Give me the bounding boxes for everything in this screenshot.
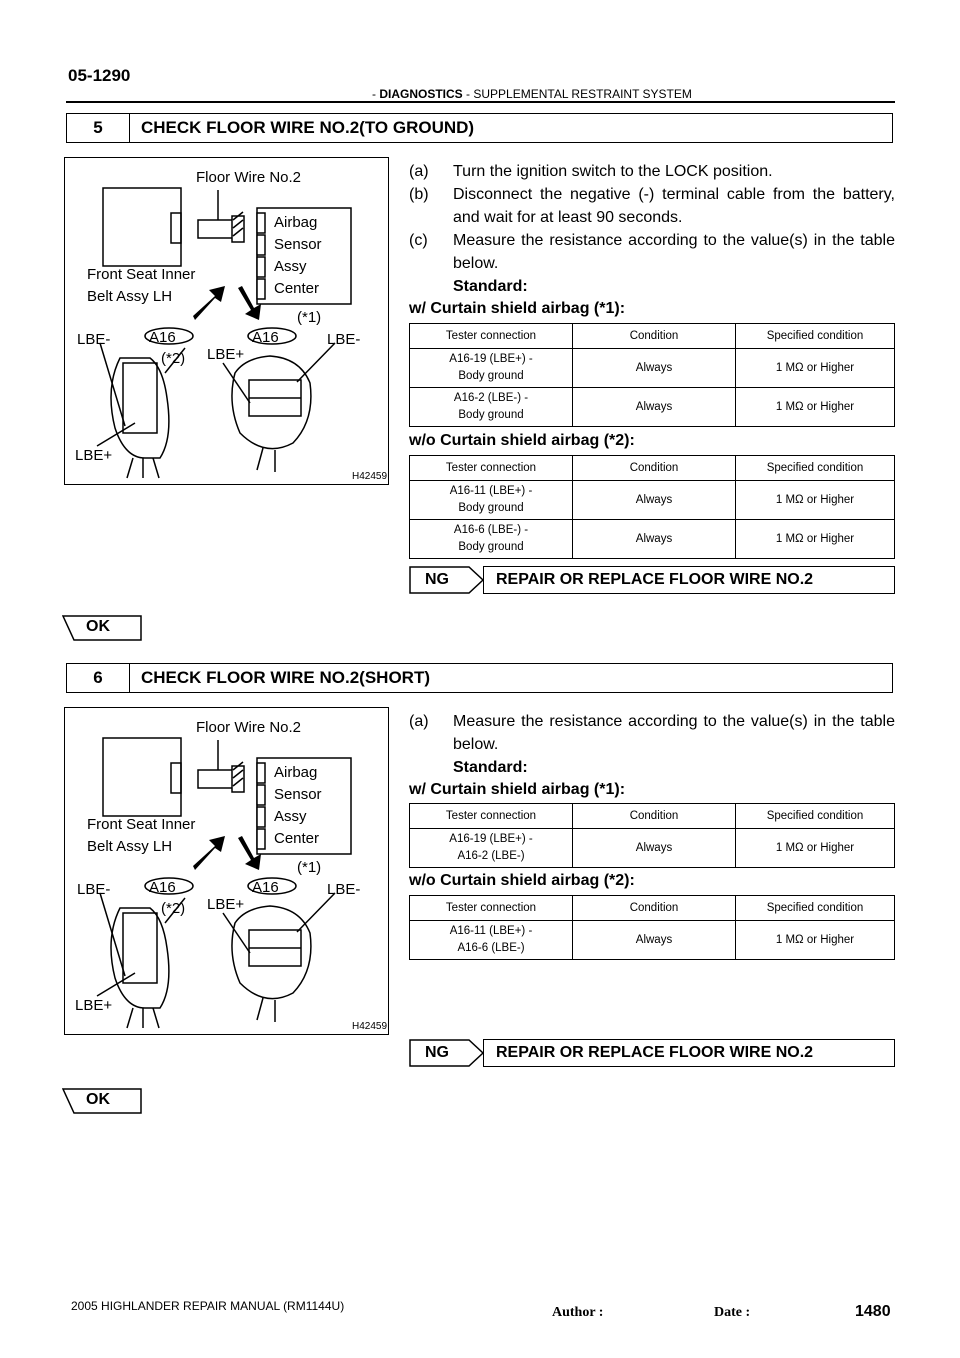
label-floor-wire: Floor Wire No.2	[196, 719, 302, 736]
figure-code: H42459	[352, 471, 387, 482]
table-header-row: Tester connection Condition Specified condition	[410, 896, 895, 921]
label-lbe-minus-left: LBE-	[77, 331, 111, 348]
label-lbe-plus-right: LBE+	[207, 346, 245, 363]
label-lbe-plus-left: LBE+	[75, 997, 113, 1014]
ng-result-5	[409, 566, 895, 594]
label-center: Center	[274, 830, 320, 847]
table-title-with-curtain: w/ Curtain shield airbag (*1):	[409, 781, 626, 798]
label-assy: Assy	[274, 808, 307, 825]
ok-label: OK	[86, 1091, 110, 1108]
label-a16-left: A16	[149, 329, 176, 346]
label-sensor: Sensor	[274, 786, 322, 803]
label-note-1: (*1)	[297, 309, 322, 326]
table-header-row: Tester connection Condition Specified condition	[410, 456, 895, 481]
footer-date: Date :	[714, 1305, 751, 1320]
figure-code: H42459	[352, 1021, 387, 1032]
step-6-header	[66, 663, 893, 693]
spec-table-6-with-curtain	[409, 803, 895, 868]
label-seat-2: Belt Assy LH	[87, 838, 173, 855]
table-header-row: Tester connection Condition Specified condition	[410, 804, 895, 829]
table-row: A16-19 (LBE+) - A16-2 (LBE-) Always 1 MΩ or Higher	[410, 829, 895, 868]
label-lbe-minus-left: LBE-	[77, 881, 111, 898]
table-row: A16-11 (LBE+) - Body ground Always 1 MΩ or Higher	[410, 481, 895, 520]
table-row: A16-2 (LBE-) - Body ground Always 1 MΩ or Higher	[410, 388, 895, 427]
label-lbe-minus-right: LBE-	[327, 881, 361, 898]
standard-label: Standard:	[453, 278, 528, 295]
header-separator: -	[372, 87, 376, 101]
standard-label: Standard:	[453, 759, 528, 776]
step-title: CHECK FLOOR WIRE NO.2(TO GROUND)	[141, 118, 475, 137]
ng-result-6	[409, 1039, 895, 1067]
ok-result-6	[62, 1088, 142, 1114]
label-seat-2: Belt Assy LH	[87, 288, 173, 305]
label-airbag: Airbag	[274, 764, 318, 781]
instruction-a: (a) Turn the ignition switch to the LOCK position.	[409, 163, 773, 180]
table-title-without-curtain: w/o Curtain shield airbag (*2):	[409, 872, 635, 889]
label-center: Center	[274, 280, 320, 297]
footer-manual: 2005 HIGHLANDER REPAIR MANUAL (RM1144U)	[71, 1299, 345, 1313]
header-section-title: SUPPLEMENTAL RESTRAINT SYSTEM	[473, 87, 692, 101]
label-assy: Assy	[274, 258, 307, 275]
table-row: A16-11 (LBE+) - A16-6 (LBE-) Always 1 MΩ or Higher	[410, 921, 895, 960]
connector-figure-6	[64, 707, 389, 1035]
label-lbe-minus-right: LBE-	[327, 331, 361, 348]
label-note-2: (*2)	[161, 350, 186, 367]
spec-table-6-without-curtain	[409, 895, 895, 960]
step-number: 6	[67, 664, 130, 692]
label-floor-wire: Floor Wire No.2	[196, 169, 302, 186]
step-5-header	[66, 113, 893, 143]
label-lbe-plus-right: LBE+	[207, 896, 245, 913]
ok-result-5	[62, 615, 142, 641]
table-row: A16-19 (LBE+) - Body ground Always 1 MΩ or Higher	[410, 349, 895, 388]
instruction-c: (c) Measure the resistance according to the value(s) in the table below.	[409, 232, 895, 272]
spec-table-5-without-curtain	[409, 455, 895, 559]
label-sensor: Sensor	[274, 236, 322, 253]
label-seat-1: Front Seat Inner	[87, 816, 196, 833]
ng-action: REPAIR OR REPLACE FLOOR WIRE NO.2	[483, 1039, 895, 1067]
label-note-2: (*2)	[161, 900, 186, 917]
label-lbe-plus-left: LBE+	[75, 447, 113, 464]
step-number: 5	[67, 114, 130, 142]
spec-table-5-with-curtain	[409, 323, 895, 427]
page-code: 05-1290	[68, 66, 131, 85]
header-section: DIAGNOSTICS	[379, 87, 463, 101]
ok-label: OK	[86, 618, 110, 635]
table-title-with-curtain: w/ Curtain shield airbag (*1):	[409, 300, 626, 317]
ng-label: NG	[425, 1044, 449, 1061]
label-note-1: (*1)	[297, 859, 322, 876]
table-title-without-curtain: w/o Curtain shield airbag (*2):	[409, 432, 635, 449]
header-rule	[66, 101, 895, 103]
instruction-a: (a) Measure the resistance according to the value(s) in the table below.	[409, 713, 895, 753]
table-header-row: Tester connection Condition Specified condition	[410, 324, 895, 349]
footer-page-number: 1480	[855, 1303, 891, 1320]
connector-figure-5	[64, 157, 389, 485]
label-airbag: Airbag	[274, 214, 318, 231]
footer-author: Author :	[552, 1305, 604, 1320]
ng-label: NG	[425, 571, 449, 588]
step-title: CHECK FLOOR WIRE NO.2(SHORT)	[141, 668, 430, 687]
label-a16-right: A16	[252, 329, 279, 346]
label-seat-1: Front Seat Inner	[87, 266, 196, 283]
label-a16-right: A16	[252, 879, 279, 896]
label-a16-left: A16	[149, 879, 176, 896]
ng-action: REPAIR OR REPLACE FLOOR WIRE NO.2	[483, 566, 895, 594]
running-header	[372, 87, 692, 101]
table-row: A16-6 (LBE-) - Body ground Always 1 MΩ or Higher	[410, 520, 895, 559]
instruction-b: (b) Disconnect the negative (-) terminal cable from the battery, and wait for at least 90 seconds.	[409, 186, 895, 226]
connector-diagram	[65, 708, 387, 1033]
connector-diagram	[65, 158, 387, 483]
header-separator-2: -	[466, 87, 471, 101]
